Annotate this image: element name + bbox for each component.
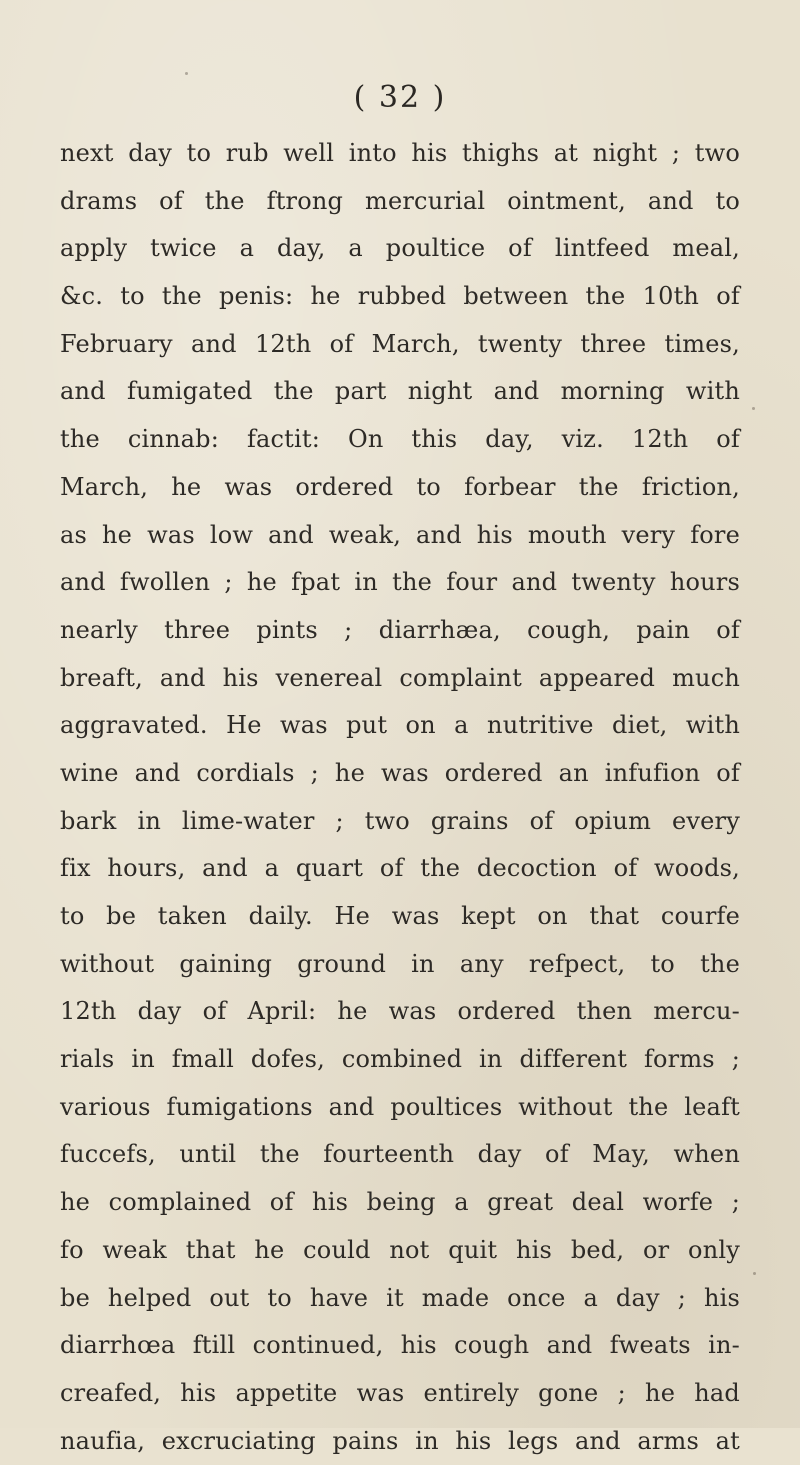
- text-line: without gaining ground in any refpect, to the: [60, 949, 740, 978]
- text-line: drams of the ftrong mercurial ointment, and to: [60, 186, 740, 215]
- text-line: breaft, and his venereal complaint appeared much: [60, 663, 740, 692]
- text-line: to be taken daily. He was kept on that courfe: [60, 902, 740, 930]
- text-line: wine and cordials ; he was ordered an infufion of: [60, 758, 740, 787]
- text-line: rials in fmall dofes, combined in different forms ;: [60, 1045, 740, 1074]
- text-line: aggravated. He was put on a nutritive diet, with: [60, 711, 740, 740]
- paper-speck: [753, 1272, 756, 1275]
- text-line: be helped out to have it made once a day ; his: [60, 1283, 740, 1312]
- text-line: as he was low and weak, and his mouth very fore: [60, 520, 740, 549]
- paper-speck: [752, 407, 755, 410]
- page-number: ( 32 ): [353, 80, 447, 115]
- text-line: March, he was ordered to forbear the friction,: [60, 472, 740, 501]
- text-line: diarrhœa ftill continued, his cough and fweats in-: [60, 1331, 740, 1360]
- text-line: bark in lime-water ; two grains of opium every: [60, 806, 740, 835]
- text-line: fuccefs, until the fourteenth day of May, when: [60, 1140, 740, 1169]
- text-line: various fumigations and poultices without the leaft: [60, 1092, 740, 1121]
- text-line: creafed, his appetite was entirely gone ; he had: [60, 1378, 740, 1407]
- body-text: [60, 130, 740, 1465]
- text-line: next day to rub well into his thighs at night ; two: [60, 139, 740, 167]
- text-line: nearly three pints ; diarrhæa, cough, pain of: [60, 615, 740, 644]
- text-line: fix hours, and a quart of the decoction of woods,: [60, 854, 740, 883]
- text-line: he complained of his being a great deal worfe ;: [60, 1188, 740, 1217]
- paper-speck: [185, 72, 188, 75]
- text-line: and fumigated the part night and morning with: [60, 377, 740, 406]
- text-line: and fwollen ; he fpat in the four and twenty hours: [60, 568, 740, 597]
- text-line: naufia, excruciating pains in his legs and arms at: [60, 1426, 740, 1455]
- text-line: apply twice a day, a poultice of lintfeed meal,: [60, 234, 740, 263]
- text-line: February and 12th of March, twenty three times,: [60, 329, 740, 358]
- text-line: the cinnab: factit: On this day, viz. 12th of: [60, 425, 740, 454]
- text-line: &c. to the penis: he rubbed between the 10th of: [60, 282, 740, 311]
- text-line: fo weak that he could not quit his bed, or only: [60, 1235, 740, 1264]
- text-line: 12th day of April: he was ordered then mercu-: [60, 997, 740, 1026]
